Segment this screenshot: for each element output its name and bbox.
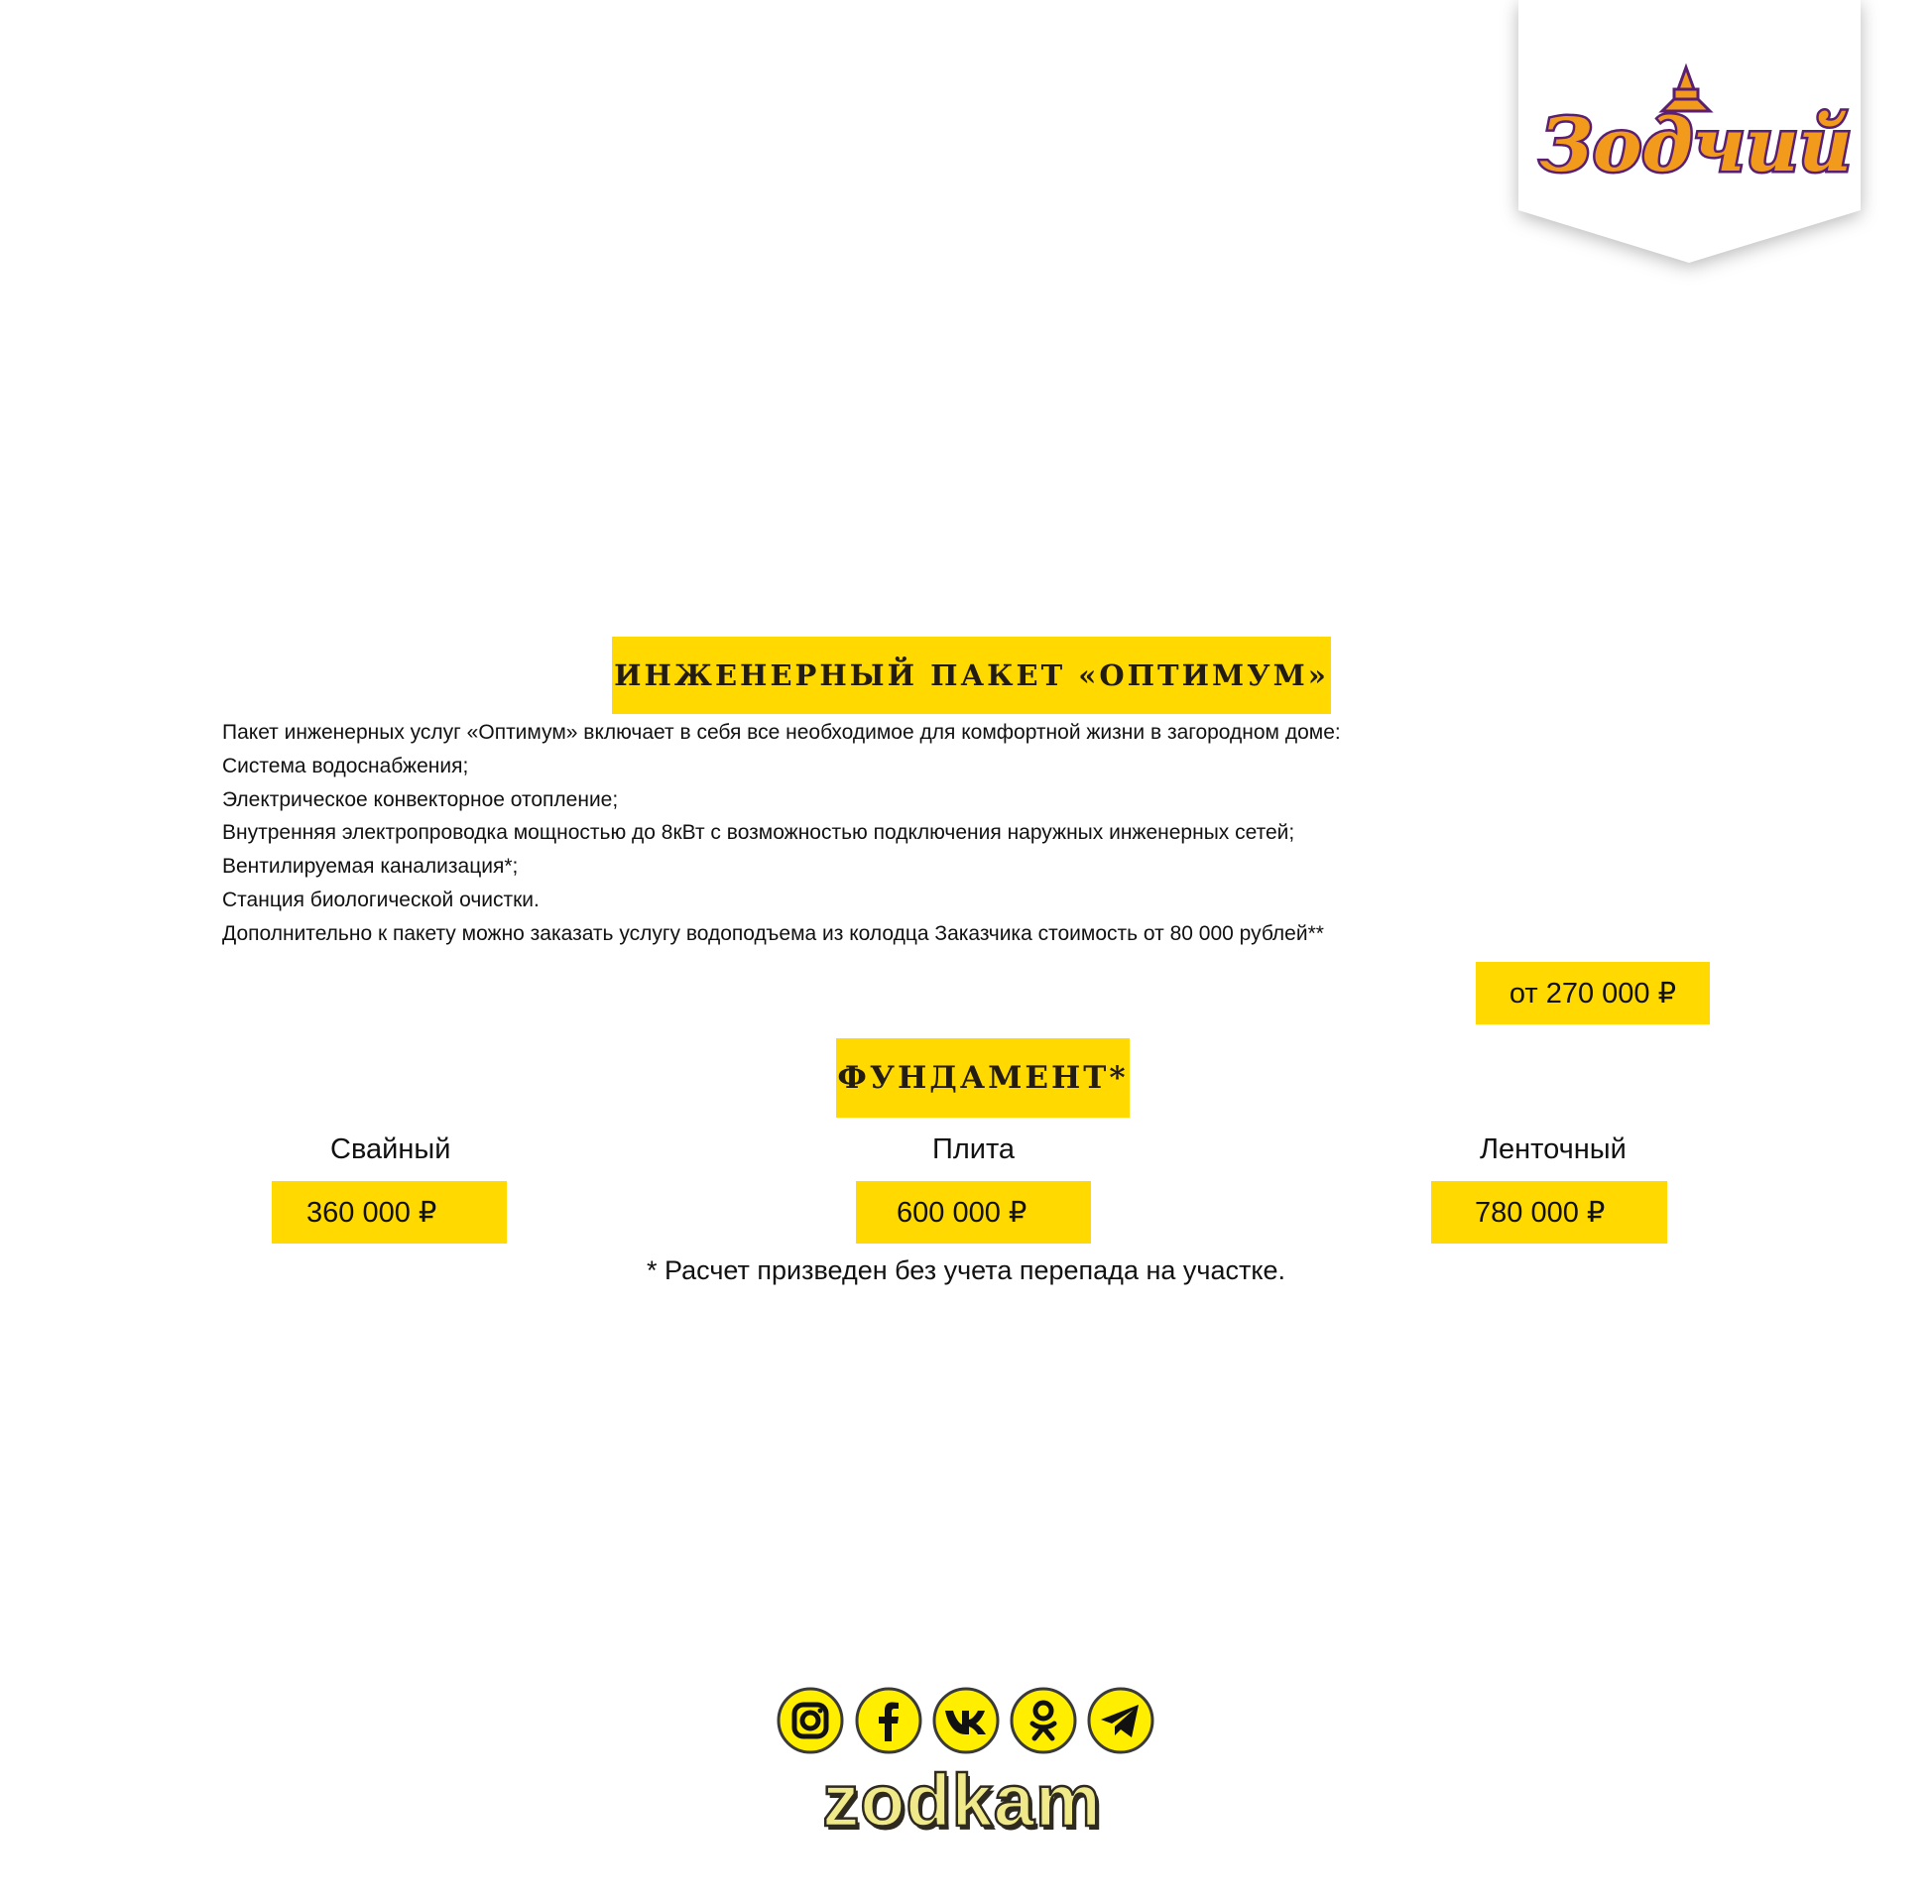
odnoklassniki-icon[interactable] — [1009, 1686, 1078, 1755]
description-line: Дополнительно к пакету можно заказать услугу водоподъема из колодца Заказчика стоимость от 80 000 рублей** — [222, 921, 1324, 945]
description-line: Электрическое конвекторное отопление; — [222, 787, 619, 811]
description-line: Пакет инженерных услуг «Оптимум» включает в себя все необходимое для комфортной жизни в загородном доме: — [222, 721, 1341, 744]
foundation-price-badge — [272, 1181, 507, 1244]
optimum-price: от 270 000 ₽ — [1509, 978, 1677, 1010]
vk-icon[interactable] — [931, 1686, 1001, 1755]
logo-text: Зодчий — [1539, 103, 1853, 188]
description-line: Система водоснабжения; — [222, 754, 469, 777]
description-line: Станция биологической очистки. — [222, 888, 540, 911]
telegram-icon[interactable] — [1086, 1686, 1155, 1755]
foundation-type-label: Свайный — [330, 1133, 451, 1165]
foundation-price-badge — [1431, 1181, 1667, 1244]
foundation-price-badge — [856, 1181, 1091, 1244]
social-handle[interactable]: zodkam — [822, 1759, 1102, 1842]
foundation-price: 780 000 ₽ — [1475, 1197, 1606, 1229]
optimum-description — [222, 716, 1611, 951]
description-line: Внутренняя электропроводка мощностью до 8кВт с возможностью подключения наружных инженерных сетей; — [222, 821, 1295, 845]
instagram-icon[interactable] — [776, 1686, 845, 1755]
foundation-title-banner — [836, 1038, 1130, 1118]
optimum-title: ИНЖЕНЕРНЫЙ ПАКЕТ «ОПТИМУМ» — [614, 658, 1329, 692]
description-line: Вентилируемая канализация*; — [222, 855, 519, 879]
brand-logo[interactable] — [1539, 60, 1853, 198]
foundation-type-label: Плита — [932, 1133, 1016, 1165]
foundation-title: ФУНДАМЕНТ* — [837, 1060, 1129, 1096]
foundation-price: 360 000 ₽ — [306, 1197, 437, 1229]
foundation-price: 600 000 ₽ — [897, 1197, 1027, 1229]
optimum-title-banner — [612, 637, 1331, 714]
foundation-type-label: Ленточный — [1480, 1133, 1627, 1165]
facebook-icon[interactable] — [854, 1686, 923, 1755]
optimum-price-badge — [1476, 962, 1710, 1024]
foundation-note: * Расчет призведен без учета перепада на участке. — [647, 1255, 1285, 1285]
